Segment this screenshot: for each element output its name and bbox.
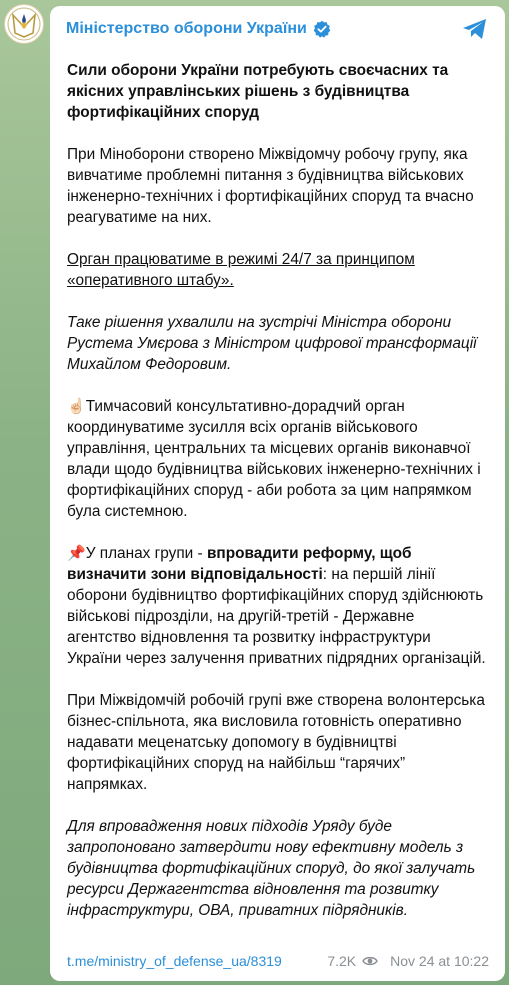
message-bubble	[50, 6, 505, 981]
paragraph-4-text: Тимчасовий консультативно-дорадчий орган координуватиме зусилля всіх органів військового управління, центральних та місцевих органів виконавчої влади щодо будівництва військових інженерно-технічних і фортифікаційних споруд - аби робота за цим напрямком була системною.	[67, 398, 481, 520]
paragraph-underlined[interactable]: Орган працюватиме в режимі 24/7 за принципом «оперативного штабу».	[67, 251, 415, 289]
view-count-text: 7.2K	[327, 953, 357, 969]
paragraph-1: При Міноборони створено Міжвідомчу робочу групу, яка вивчатиме проблемні питання з будівництва військових інженерно-технічних і фортифікаційних споруд та вчасно реагуватиме на них.	[67, 146, 474, 226]
pushpin-icon: 📌	[67, 544, 86, 562]
post-title: Сили оборони України потребують своєчасних та якісних управлінських рішень з будівництва фортифікаційних споруд	[67, 62, 449, 121]
post-date: Nov 24 at 10:22	[390, 953, 489, 969]
paragraph-5-rest: : на першій лінії оборони будівництво фортифікаційних споруд здійснюють військові підрозділи, на другій-третій - Державне агентство відновлення та розвитку інфраструктури України через залучення приватних підрядних організацій.	[67, 566, 486, 667]
post-link[interactable]: t.me/ministry_of_defense_ua/8319	[67, 953, 282, 969]
paragraph-italic-1: Таке рішення ухвалили на зустрічі Міністра оборони Рустема Умєрова з Міністром цифрової трансформації Михайлом Федоровим.	[67, 314, 477, 373]
paragraph-6: При Міжвідомчій робочій групі вже створена волонтерська бізнес-спільнота, яка висловила готовність оперативно надавати меценатську допомогу в будівництві фортифікаційних споруд на найбільш “гарячих” напрямках.	[67, 692, 485, 793]
ministry-emblem-icon[interactable]	[4, 4, 44, 44]
paragraph-italic-2: Для впровадження нових підходів Уряду буде запропоновано затвердити нову ефективну модель з будівництва фортифікаційних споруд, до якої залучать ресурси Держагентства відновлення та розвитку інфраструктури, ОВА, приватних підрядників.	[67, 818, 476, 919]
post-body	[67, 60, 487, 921]
post-header	[66, 16, 489, 42]
telegram-share-icon[interactable]	[461, 16, 489, 42]
paragraph-5-start: У планах групи -	[85, 545, 207, 562]
paragraph-5-bold: впровадити реформу, щоб визначити зони відповідальності	[67, 545, 412, 583]
eye-icon	[362, 955, 378, 967]
verified-badge-icon	[313, 20, 331, 38]
paragraph-5	[67, 543, 487, 669]
paragraph-4	[67, 396, 487, 522]
channel-name[interactable]: Міністерство оборони України	[66, 20, 307, 37]
view-count	[327, 953, 378, 969]
post-footer	[67, 951, 489, 971]
pointing-finger-icon: ☝🏻	[67, 397, 86, 415]
